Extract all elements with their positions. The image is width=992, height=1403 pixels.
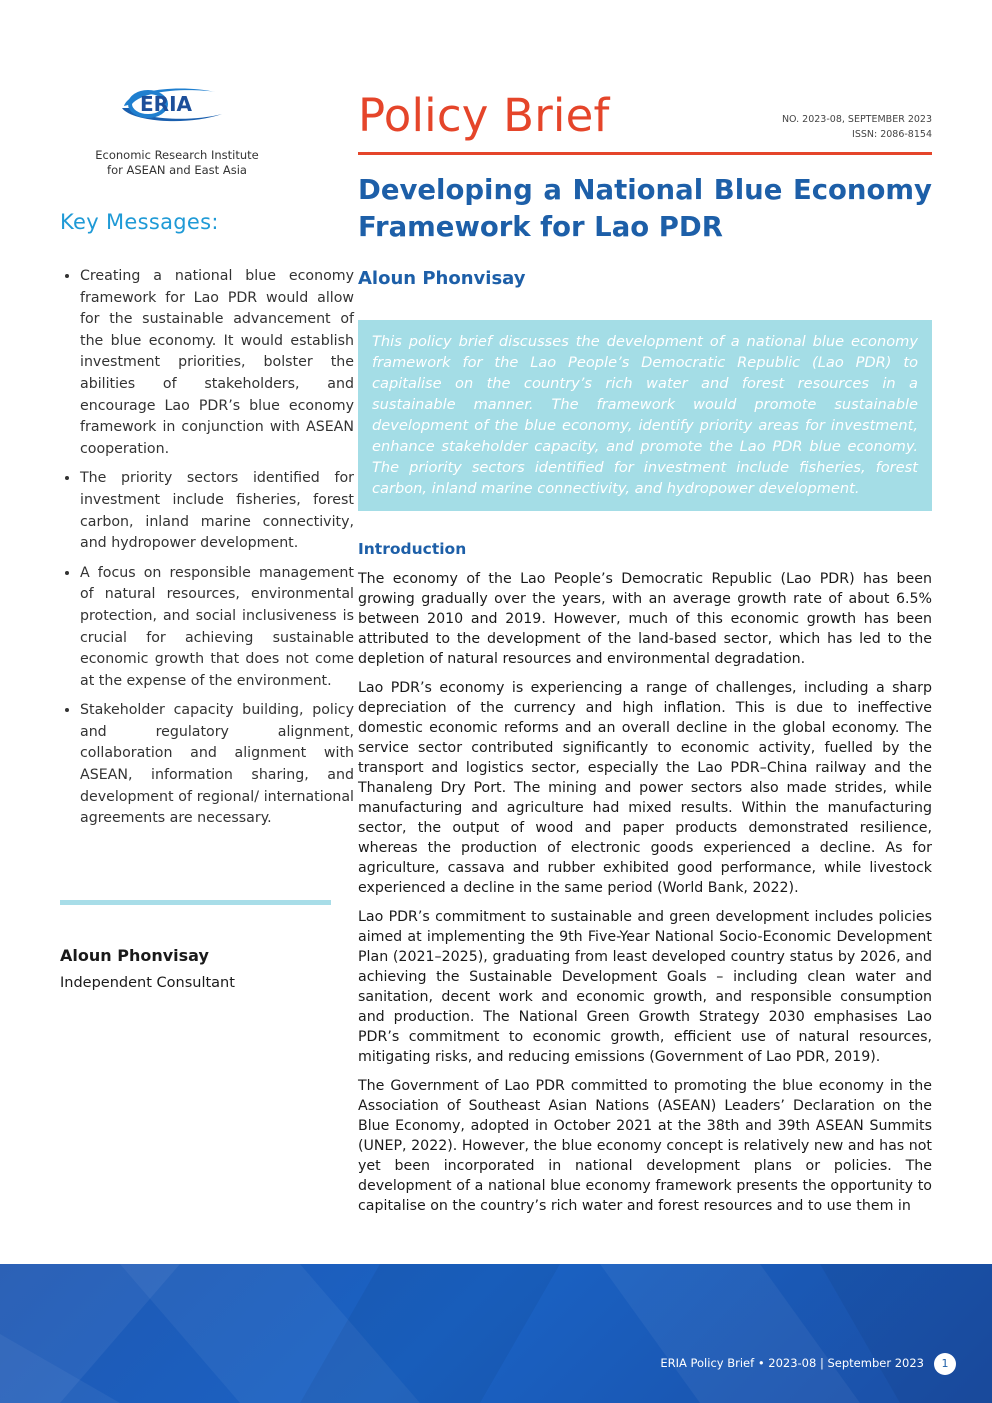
document-title: Developing a National Blue Economy Framework for Lao PDR [358, 174, 932, 243]
org-line2: for ASEAN and East Asia [107, 163, 247, 177]
author-box-name: Aloun Phonvisay [60, 946, 209, 965]
footer-text: ERIA Policy Brief • 2023-08 | September 2023 [660, 1356, 924, 1370]
introduction-heading: Introduction [358, 540, 467, 558]
footer-band [0, 1264, 992, 1403]
key-message-item: • A focus on responsible management of natural resources, environmental protection, and social inclusiveness is crucial for achieving sustainable economic growth that does not come at the expense of the environment. [80, 563, 354, 693]
logo-text: ERIA [140, 92, 192, 116]
issue-meta [782, 112, 932, 142]
author-box-role: Independent Consultant [60, 975, 235, 991]
body-paragraph: Lao PDR’s economy is experiencing a range of challenges, including a sharp depreciation of the currency and high inflation. This is due to ineffective domestic economic reforms and an overall decline in the global economy. The service sector contributed significantly to economic activity, fuelled by the transport and logistics sector, especially the Lao PDR–China railway and the Thanaleng Dry Port. The mining and power sectors also made strides, while manufacturing and agriculture had mixed results. Within the manufacturing sector, the output of wood and paper products demonstrated resilience, whereas the production of electronic goods experienced a decline. As for agriculture, cassava and rubber exhibited good performance, while livestock experienced a decline in the same period (World Bank, 2022). [358, 680, 932, 896]
org-line1: Economic Research Institute [95, 148, 259, 162]
key-messages-list [58, 266, 354, 838]
eria-logo-icon [118, 82, 242, 126]
abstract-box [358, 320, 932, 511]
policy-brief-label: Policy Brief [358, 89, 610, 142]
footer-pattern [0, 1264, 992, 1403]
issn: ISSN: 2086-8154 [852, 129, 932, 140]
key-messages-title: Key Messages: [60, 210, 219, 234]
issue-number: NO. 2023-08, SEPTEMBER 2023 [781, 114, 932, 125]
header-rule [358, 152, 932, 155]
key-message-item: • The priority sectors identified for investment include fisheries, forest carbon, inland marine connectivity, and hydropower development. [80, 468, 354, 554]
body-paragraph: The Government of Lao PDR committed to promoting the blue economy in the Association of Southeast Asian Nations (ASEAN) Leaders’ Declaration on the Blue Economy, adopted in October 2021 at the 38th and 39th ASEAN Summits (UNEP, 2022). However, the blue economy concept is relatively new and has not yet been incorporated in national development plans or policies. The development of a national blue economy framework presents the opportunity to capitalise on the country’s rich water and forest resources and to use them in [358, 1078, 932, 1214]
document-author: Aloun Phonvisay [358, 268, 526, 289]
eria-logo [118, 82, 242, 126]
sidebar-divider [60, 900, 331, 905]
body-paragraph: The economy of the Lao People’s Democratic Republic (Lao PDR) has been growing gradually over the years, with an average growth rate of about 6.5% between 2010 and 2019. However, much of this economic growth has been attributed to the development of the land-based sector, which has led to the depletion of natural resources and environmental degradation. [358, 571, 932, 667]
introduction-body [358, 569, 932, 1225]
key-message-item: • Creating a national blue economy framework for Lao PDR would allow for the sustainable advancement of the blue economy. It would establish investment priorities, bolster the abilities of stakeholders, and encourage Lao PDR’s blue economy framework in conjunction with ASEAN cooperation. [80, 266, 354, 460]
body-paragraph: Lao PDR’s commitment to sustainable and green development includes policies aimed at implementing the 9th Five-Year National Socio-Economic Development Plan (2021–2025), graduating from least developed country status by 2026, and achieving the Sustainable Development Goals – including clean water and sanitation, decent work and economic growth, and responsible consumption and production. The National Green Growth Strategy 2030 emphasises Lao PDR’s commitment to economic growth, efficient use of natural resources, mitigating risks, and reducing emissions (Government of Lao PDR, 2019). [358, 909, 932, 1065]
org-name [60, 148, 294, 178]
abstract-text: This policy brief discusses the development of a national blue economy framework for the Lao People’s Democratic Republic (Lao PDR) to capitalise on the country’s rich water and forest resources in a sustainable manner. The framework would promote sustainable development of the blue economy, identify priority areas for investment, enhance stakeholder capacity, and promote the Lao PDR blue economy. The priority sectors identified for investment include fisheries, forest carbon, inland marine connectivity, and hydropower development. [372, 333, 918, 497]
page-number: 1 [934, 1353, 956, 1375]
key-message-item: • Stakeholder capacity building, policy and regulatory alignment, collaboration and alignment with ASEAN, information sharing, and development of regional/ international agreements are necessary. [80, 700, 354, 830]
